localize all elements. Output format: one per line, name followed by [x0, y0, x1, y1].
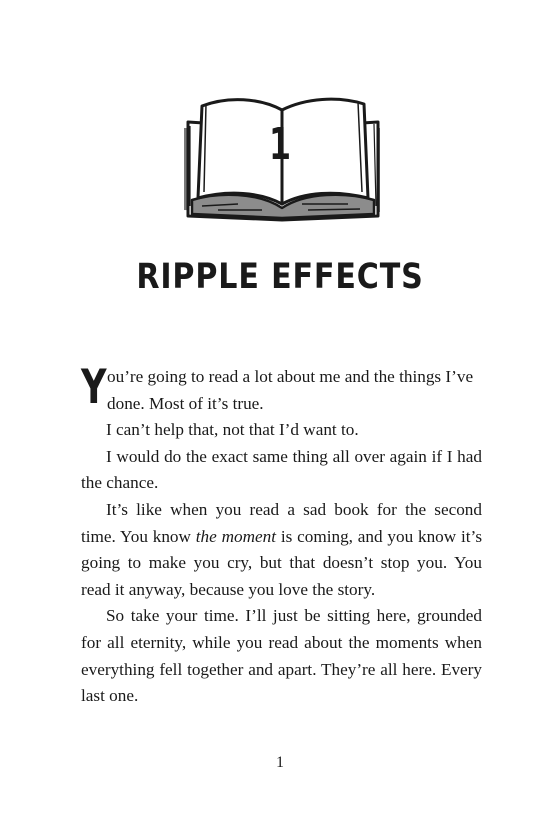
paragraph-1-text: ou’re going to read a lot about me and the things I’ve done. Most of it’s true. [107, 367, 474, 413]
chapter-title: RIPPLE EFFECTS [136, 257, 424, 297]
paragraph-4 [81, 497, 482, 603]
chapter-body [81, 360, 483, 710]
paragraph-3: I would do the exact same thing all over again if I had the chance. [81, 446, 482, 493]
paragraph-1 [81, 360, 482, 417]
paragraph-5: So take your time. I’ll just be sitting here, grounded for all eternity, while you read about the moments when everything fell together and apart. They’re all here. Every last one. [81, 606, 482, 706]
paragraph-4-post: is coming, and you know it’s going to make you cry, but that doesn’t stop you. You read it anyway, because you love the story. [81, 526, 483, 599]
chapter-number: 1 [268, 119, 292, 170]
paragraph-4-pre: You know [120, 526, 191, 546]
paragraph-4-lead: It’s like when you read a sad book for the second time. [81, 499, 482, 546]
page-number: 1 [276, 754, 284, 771]
drop-cap: Y [81, 360, 107, 415]
paragraph-2: I can’t help that, not that I’d want to. [106, 420, 359, 440]
paragraph-4-emphasis: the moment [195, 526, 276, 546]
